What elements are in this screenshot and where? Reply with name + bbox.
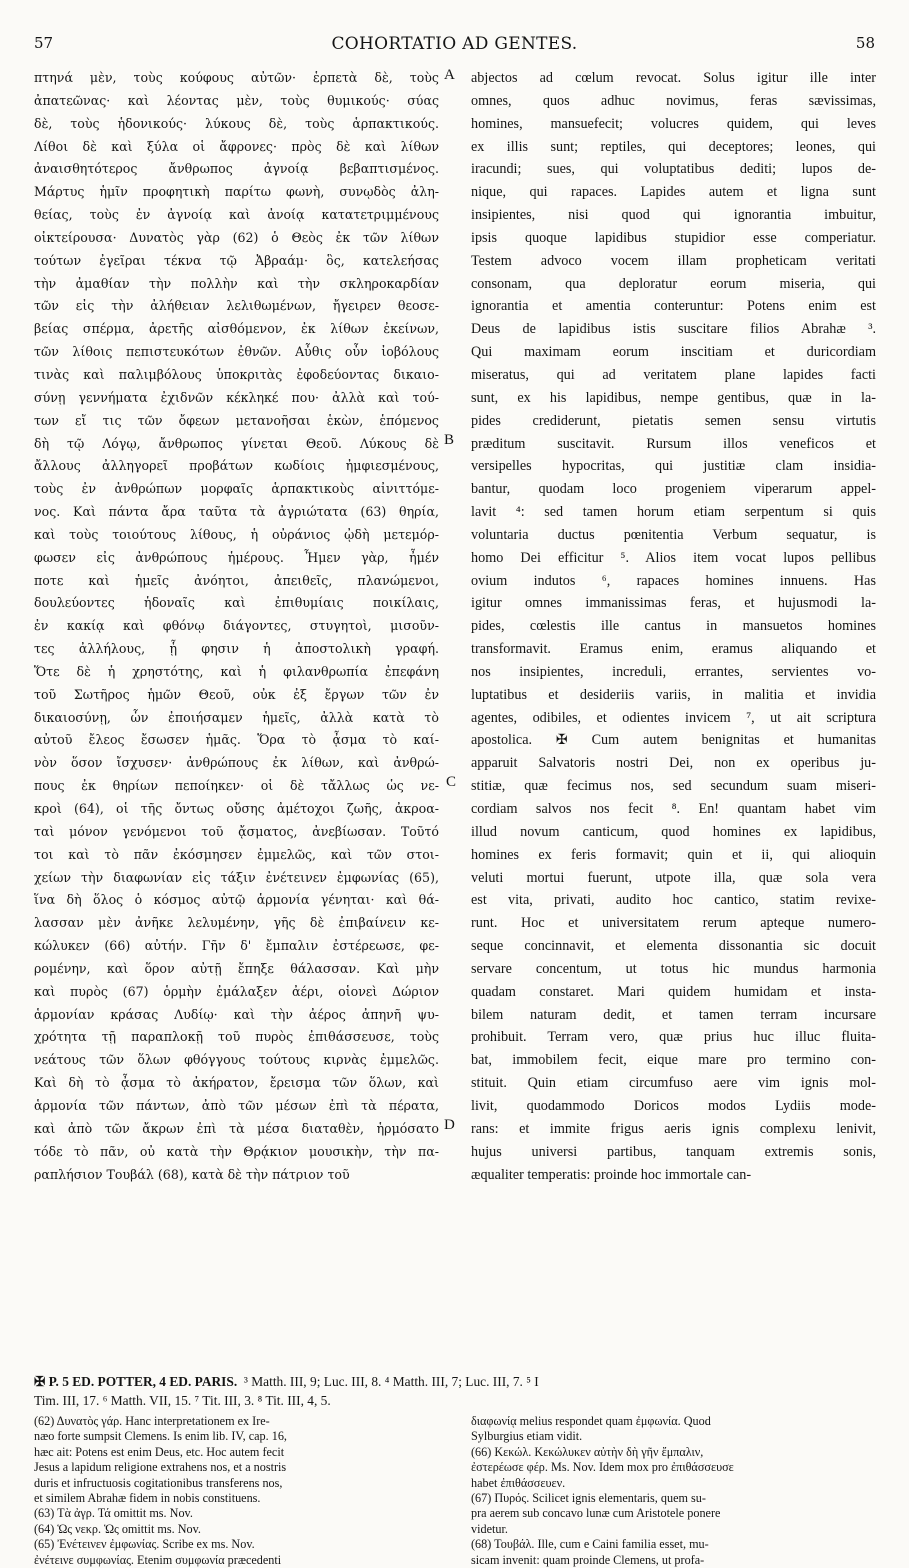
latin-text-line: ipsis quoque lapidibus stupidior esse comperiatur. xyxy=(471,229,876,246)
footnote-line: et similem Abrahæ fidem in nobis constituens. xyxy=(34,1490,261,1505)
latin-text-line: est vita, privati, audito hoc cantico, statim revixe- xyxy=(471,892,876,909)
latin-text-line: iracundi; sues, qui voluptatibus dediti; lupos de- xyxy=(471,161,876,178)
greek-text-line: ἀναισθητότερος ἄνθρωπος ἀγνοίᾳ βεβαπτισμένος. xyxy=(34,161,439,177)
footnote-line: (66) Κεκώλ. Κεκώλυκεν αὐτὴν δὴ γῆν ἔμπαλιν, xyxy=(471,1444,704,1459)
latin-text-column xyxy=(471,67,876,1186)
latin-text-line: Qui maximam eorum inscitiam et duricordiam xyxy=(471,344,876,361)
greek-text-line: ἵνα δὴ ὅλος ὁ κόσμος αὐτῷ ἁρμονία γένηται· καὶ θά- xyxy=(34,892,439,908)
greek-text-line: Λίθοι δὲ καὶ ξύλα οἱ ἄφρονες· πρὸς δὲ καὶ λίθων xyxy=(34,138,439,154)
footnote-line: (62) Δυνατὸς γάρ. Hanc interpretationem ex Ire- xyxy=(34,1414,270,1428)
section-marker-c: C xyxy=(446,774,457,790)
greek-text-column xyxy=(34,67,439,1186)
page-number-left: 57 xyxy=(34,34,54,52)
latin-text-line: ex illis sunt; reptiles, qui deceptores; leones, qui xyxy=(471,138,876,155)
latin-text-line: Deus de lapidibus istis suscitare filios Abrahæ ³. xyxy=(471,321,876,338)
page-number-right: 58 xyxy=(855,34,875,52)
footnote-line: ἐνέτεινε συμφωνίας. Etenim συμφωνία præcedenti xyxy=(34,1552,282,1567)
running-title: COHORTATIO AD GENTES. xyxy=(331,34,578,54)
greek-text-line: ἀπατεῶνας· καὶ λέοντας μὲν, τοὺς θυμικούς· σύας xyxy=(34,92,439,108)
greek-text-line: τῶν λίθοις πεπιστευκότων ἐθνῶν. Αὖθις οὖν ἰοβόλους xyxy=(34,344,439,360)
latin-text-line: æqualiter temperatis: proinde hoc immortale can- xyxy=(471,1166,752,1183)
greek-text-line: Ὅτε δὲ ἡ χρηστότης, καὶ ἡ φιλανθρωπία ἐπεφάνη xyxy=(34,663,439,679)
scripture-references xyxy=(34,1372,876,1410)
greek-text-line: τὴν ἀμαθίαν τὴν πολλὴν καὶ τὴν σκληροκαρδίαν xyxy=(34,275,439,291)
section-marker-b: B xyxy=(444,432,455,448)
greek-text-line: τούτων ἐγεῖραι τέκνα τῷ Ἀβραάμ· ὃς, κατελεήσας xyxy=(34,252,439,268)
footnote-line: (65) Ἐνέτεινεν ἐμφωνίας. Scribe ex ms. Nov. xyxy=(34,1537,255,1552)
latin-text-line: rans: et immite frigus aeris ignis complexu lenivit, xyxy=(471,1120,876,1137)
greek-text-line: τινὰς καὶ παλιμβόλους ὑποκριτὰς ἐφοδεύοντας δικαιο- xyxy=(34,366,439,382)
greek-text-line: Καὶ δὴ τὸ ᾆσμα τὸ ἀκήρατον, ἔρεισμα τῶν ὅλων, καὶ xyxy=(34,1075,439,1091)
latin-text-line: nique, qui rapaces. Lapides autem et ligna sunt xyxy=(471,184,876,201)
latin-text-line: homines ex feris formavit; quin et ii, qui alioquin xyxy=(471,846,876,863)
latin-text-line: voluntaria ductus pœnitentia Verbum sequatur, is xyxy=(471,526,876,543)
footnote-line: ἐστερέωσε φέρ. Ms. Nov. Idem mox pro ἐπιθάσσευσε xyxy=(471,1460,734,1475)
greek-text-line: ἁρμονία τῶν πάντων, ἀπὸ τῶν μέσων ἐπὶ τὰ πέρατα, xyxy=(34,1097,439,1113)
latin-text-line: lavit ⁴: sed tamen horum etiam serpentum si quis xyxy=(471,504,876,521)
greek-text-line: ταὶ μόνον γενόμενοι τοῦ ᾄσματος, ἀνεβίωσαν. Τοῦτό xyxy=(34,823,439,839)
latin-text-line: agentes, odibiles, et odientes invicem ⁷, ut ait scriptura xyxy=(471,709,876,726)
latin-text-line: cordiam salvos nos fecit ⁸. En! quantam habet vim xyxy=(471,801,876,817)
latin-text-line: versipelles hypocritas, qui justitiæ clam insidia- xyxy=(471,458,876,475)
section-marker-a: A xyxy=(444,67,455,83)
greek-text-line: ἄλλους ἀλληγορεῖ προβάτων κωδίοις ἠμφιεσμένους, xyxy=(34,458,439,474)
greek-text-line: ραπλήσιον Τουβάλ (68), κατὰ δὲ τὴν πάτριον τοῦ xyxy=(34,1166,350,1182)
latin-text-line: veluti mortui fuerunt, utpote illa, quæ sola vera xyxy=(471,869,876,886)
footnote-line: (67) Πυρός. Scilicet ignis elementaris, quem su- xyxy=(471,1490,706,1505)
latin-text-line: miseratus, qui ad veritatem plane lapides facti xyxy=(471,366,876,383)
latin-text-line: abjectos ad cœlum revocat. Solus igitur ille inter xyxy=(471,70,876,86)
edition-label: ✠ P. 5 ED. POTTER, 4 ED. PARIS. xyxy=(34,1374,238,1389)
greek-text-line: αὐτοῦ ἔλεος ἔσωσεν ἡμᾶς. Ὅρα τὸ ᾆσμα τὸ καί- xyxy=(34,732,439,748)
footnote-line: næo forte sumpsit Clemens. Is enim lib. IV, cap. 16, xyxy=(34,1429,287,1444)
running-header xyxy=(34,34,875,58)
footnote-line: hæc ait: Potens est enim Deus, etc. Hoc autem fecit xyxy=(34,1444,285,1459)
footnote-line: duris et infructuosis cogitationibus transferens nos, xyxy=(34,1475,283,1490)
greek-text-line: δικαιοσύνῃ, ὧν ἐποιήσαμεν ἡμεῖς, ἀλλὰ κατὰ τὸ xyxy=(34,709,439,725)
latin-text-line: servare concentum, ut totus hic mundus harmonia xyxy=(471,960,876,977)
greek-text-line: καὶ τοὺς τοιούτους λίθους, ἡ οὐράνιος ᾠδὴ μετεμόρ- xyxy=(34,526,439,542)
latin-text-line: bantur, quodam loco progeniem viperarum appel- xyxy=(471,481,876,498)
greek-text-line: ρομένην, καὶ ὅρον αὐτῇ ἔπηξε θάλασσαν. Καὶ μὴν xyxy=(34,960,439,976)
latin-text-line: transformavit. Eramus enim, eramus aliquando et xyxy=(471,641,876,658)
latin-text-line: bilem naturam dedit, et tamen terram incursare xyxy=(471,1006,876,1023)
greek-text-line: χρότητα τῇ παραπλοκῇ τοῦ πυρὸς ἐπιθάσσευσε, τοὺς xyxy=(34,1029,439,1045)
greek-text-line: φωσεν εἰς ἀνθρώπους ἡμέρους. Ἦμεν γὰρ, ἦμέν xyxy=(34,549,439,565)
latin-text-line: prohibuit. Terram vero, quæ prius huc illuc fluita- xyxy=(471,1029,876,1046)
footnote-line: videtur. xyxy=(471,1521,508,1536)
latin-text-line: runt. Hoc et universitatem rerum apteque numero- xyxy=(471,915,876,932)
greek-text-line: τοῦ Σωτῆρος ἡμῶν Θεοῦ, οὐκ ἐξ ἔργων τῶν ἐν xyxy=(34,686,439,702)
latin-text-line: stituit. Quin etiam circumfuso aere vim ignis mol- xyxy=(471,1075,876,1092)
latin-text-line: nos insipientes, increduli, errantes, servientes vo- xyxy=(471,663,876,680)
references-line-2: Tim. III, 17. ⁶ Matth. VII, 15. ⁷ Tit. III, 3. ⁸ Tit. III, 4, 5. xyxy=(34,1393,331,1408)
greek-text-line: πους ἐκ θηρίων πεποίηκεν· οἱ δὲ τἄλλως ὡς νε- xyxy=(34,778,439,794)
footnote-line: sicam invenit: quam proinde Clemens, ut profa- xyxy=(471,1552,705,1567)
latin-text-line: illud novum canticum, quod homines ex lapidibus, xyxy=(471,823,876,840)
greek-text-line: Μάρτυς ἡμῖν προφητικὴ παρίτω φωνὴ, συνῳδὸς ἀλη- xyxy=(34,184,439,200)
greek-text-line: λασσαν μὲν ἀνῆκε λελυμένην, γῆς δὲ ἐπιβαίνειν κε- xyxy=(34,915,439,931)
latin-text-line: homines, mansuefecit; volucres quidem, qui leves xyxy=(471,115,876,132)
greek-text-line: βείας σπέρμα, ἀρετῆς αἰσθόμενον, ἐκ λίθων ἐκείνων, xyxy=(34,321,439,337)
footnote-line: (63) Τὰ ἀγρ. Τά omittit ms. Nov. xyxy=(34,1506,193,1521)
latin-text-line: sunt, ex his lapidibus, nempe gentibus, quæ in la- xyxy=(471,389,876,406)
latin-text-line: pides crediderunt, pietatis semen sensu virtutis xyxy=(471,412,876,429)
latin-text-line: stitiæ, quæ fecimus nos, sed secundum suam miseri- xyxy=(471,778,876,795)
greek-text-line: θείας, τοὺς ἐν ἀγνοίᾳ καὶ ἀνοίᾳ κατατετριμμένους xyxy=(34,207,439,223)
footnote-line: διαφωνίᾳ melius respondet quam ἐμφωνία. Quod xyxy=(471,1414,711,1428)
footnote-line: habet ἐπιθάσσευεν. xyxy=(471,1475,566,1490)
latin-text-line: consonam, qua deploratur eorum miseria, qui xyxy=(471,275,876,292)
footnote-line: pra aerem sub concavo lunæ cum Aristotele ponere xyxy=(471,1506,721,1521)
latin-text-line: ovium indutos ⁶, rapaces homines innuens. Has xyxy=(471,572,876,589)
greek-text-line: τες ἀλλήλους, ᾗ φησιν ἡ ἀποστολικὴ γραφή. xyxy=(34,641,439,657)
greek-text-line: σύνῃ γεννήματα ἐχιδνῶν κέκληκέ που· ἀλλὰ καὶ τού- xyxy=(34,389,439,405)
greek-text-line: ἐν κακίᾳ καὶ φθόνῳ διάγοντες, στυγητοὶ, μισοῦν- xyxy=(34,618,439,634)
latin-text-line: pides, cœlestis ille cantus in mansuetos homines xyxy=(471,618,876,635)
footnotes-right xyxy=(471,1414,876,1568)
greek-text-line: κροὶ (64), οἱ τῆς ὄντως οὔσης ἀμέτοχοι ζωῆς, ἀκροα- xyxy=(34,801,439,816)
greek-text-line: δὲ, τοὺς ἡδονικούς· λύκους δὲ, τοὺς ἁρπακτικούς. xyxy=(34,115,439,131)
latin-text-line: quadam constaret. Mari quidem humidam et insta- xyxy=(471,983,876,1000)
latin-text-line: seque concinnavit, et elementa dissonantia sic docuit xyxy=(471,938,876,955)
footnote-line: Sylburgius etiam vidit. xyxy=(471,1429,583,1444)
latin-text-line: præditum suscitavit. Rursum illos veneficos et xyxy=(471,435,876,452)
latin-text-line: apparuit Salvatoris nostri Dei, non ex operibus ju- xyxy=(471,755,876,772)
latin-text-line: ignorantia et amentia conteruntur: Potens enim est xyxy=(471,298,876,315)
greek-text-line: τοὺς ἐν ἀνθρώπων μορφαῖς ἁρπακτικοὺς αἰνιττόμε- xyxy=(34,481,439,497)
latin-text-line: omnes, quos adhuc novimus, feras sævissimas, xyxy=(471,92,876,109)
footnote-line: (68) Τουβάλ. Ille, cum e Caini familia esset, mu- xyxy=(471,1537,709,1552)
greek-text-line: τόδε τὸ πᾶν, οὐ κατὰ τὴν Θρᾴκιον μουσικὴν, τὴν πα- xyxy=(34,1143,439,1159)
greek-text-line: οἰκτείρουσα· Δυνατὸς γὰρ (62) ὁ Θεὸς ἐκ τῶν λίθων xyxy=(34,229,439,245)
greek-text-line: τῶν εἰς τὴν ἀλήθειαν λελιθωμένων, ἤγειρεν θεοσε- xyxy=(34,298,439,314)
greek-text-line: χείων τὴν διαφωνίαν εἰς τάξιν ἐνέτεινεν ἐμφωνίας (65), xyxy=(34,869,439,885)
greek-text-line: δὴ τῷ Λόγῳ, ἄνθρωπος γίνεται Θεοῦ. Λύκους δὲ xyxy=(34,435,439,451)
latin-text-line: insipientes, nisi quod qui ignorantia imbuitur, xyxy=(471,207,876,224)
latin-text-line: Testem advoco vocem illam propheticam veritati xyxy=(471,252,876,269)
latin-text-line: livit, quodammodo Doricos modos Lydiis mode- xyxy=(471,1097,876,1114)
greek-text-line: νὸν ὅσον ἴσχυσεν· ἀνθρώπους ἐκ λίθων, καὶ ἀνθρώ- xyxy=(34,755,439,771)
footnote-line: (64) Ὡς νεκρ. Ὡς omittit ms. Nov. xyxy=(34,1521,201,1536)
latin-text-line: homo Dei efficitur ⁵. Alios item vocat lupos pellibus xyxy=(471,549,876,566)
greek-text-line: νεάτους τῶν ὅλων φθόγγους τούτους κιρνὰς ἐμμελῶς. xyxy=(34,1052,439,1068)
greek-text-line: πτηνά μὲν, τοὺς κούφους αὐτῶν· ἑρπετὰ δὲ, τοὺς xyxy=(34,70,439,85)
latin-text-line: igitur omnes immanissimas feras, et hujusmodi la- xyxy=(471,595,876,612)
greek-text-line: νος. Καὶ πάντα ἄρα ταῦτα τὰ ἀγριώτατα (63) θηρία, xyxy=(34,504,439,520)
footnotes-left xyxy=(34,1414,444,1568)
footnote-line: Jesus a lapidum religione extrahens nos, et a nostris xyxy=(34,1460,287,1475)
greek-text-line: τοι καὶ τὸ πᾶν ἐκόσμησεν ἐμμελῶς, καὶ τῶν στοι- xyxy=(34,846,439,862)
latin-text-line: apostolica. ✠ Cum autem benignitas et humanitas xyxy=(471,732,876,749)
greek-text-line: ποτε καὶ ἡμεῖς ἀνόητοι, ἀπειθεῖς, πλανώμενοι, xyxy=(34,572,439,588)
greek-text-line: ἁρμονίαν κράσας Λυδίῳ· καὶ τὴν ἀέρος ἀπηνῆ ψυ- xyxy=(34,1006,439,1022)
latin-text-line: bat, immobilem fecit, eique mare pro termino con- xyxy=(471,1052,876,1069)
latin-text-line: luptatibus et desideriis variis, in malitia et invidia xyxy=(471,686,876,703)
greek-text-line: των εἴ τις τῶν ὄφεων μετανοῆσαι ἑκὼν, ἑπόμενος xyxy=(34,412,439,428)
greek-text-line: καὶ ἀπὸ τῶν ἄκρων ἐπὶ τὰ μέσα διαταθὲν, ἡρμόσατο xyxy=(34,1120,439,1136)
section-marker-d: D xyxy=(444,1117,455,1133)
latin-text-line: hujus universi partibus, tanquam extremis sonis, xyxy=(471,1143,876,1160)
greek-text-line: δουλεύοντες ἡδοναῖς καὶ ἐπιθυμίαις ποικίλαις, xyxy=(34,595,439,611)
greek-text-line: κώλυκεν (66) αὐτήν. Γῆν δ' ἔμπαλιν ἐστέρεωσε, φε- xyxy=(34,938,439,954)
references-line-1: ³ Matth. III, 9; Luc. III, 8. ⁴ Matth. III, 7; Luc. III, 7. ⁵ I xyxy=(243,1374,539,1389)
greek-text-line: καὶ πυρὸς (67) ὁρμὴν ἐμάλαξεν ἀέρι, οἱονεὶ Δώριον xyxy=(34,983,439,999)
